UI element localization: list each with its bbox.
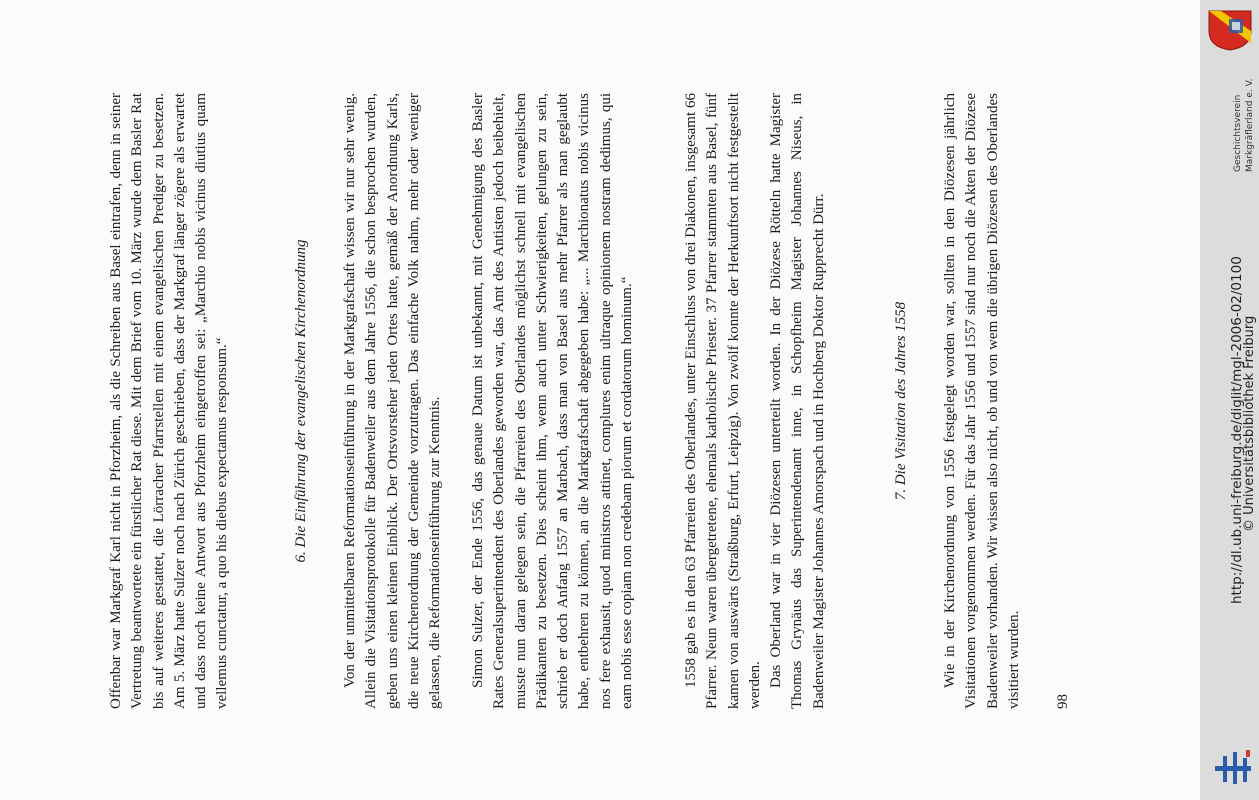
copyright-notice: © Universitätsbibliothek Freiburg [1242,315,1257,532]
paragraph-sulzer: Simon Sulzer, der Ende 1556, das genaue Datum ist unbekannt, mit Genehmigung des Basler Rates Generalsuperintendent des Oberlandes geworden war, das Amt des Antisten jedoch beibehielt, musste nun daran gelegen sein, die Pfarreien des Oberlandes möglichst schnell mit evangelischen Prädikanten zu besetzen. Dies scheint ihm, wenn auch unter Schwierigkeiten, gelungen zu sein, schrieb er doch Anfang 1557 an Marbach, dass man von Basel aus mehr Pfarrer als man geglaubt habe, entbehren zu können, an die Markgrafschaft abgegeben habe: „... Marchionatus nobis vicinus nos fere exhausit, quod ministros attinet, complures enim ultraque opinionem nostram dedimus, qui eam nobis esse copiam non credebam piorum et cordatorum hominum.“ [470,93,636,709]
archive-sidebar [1200,0,1259,800]
society-name-line1: Geschichtsverein [1233,94,1243,172]
paragraph-intro: Offenbar war Markgraf Karl nicht in Pforzheim, als die Schreiben aus Basel eintrafen, denn in seiner Vertretung beantwortete ein fürstlicher Rat diese. Mit dem Brief vom 10. März wurde dem Basler Rat bis auf weiteres gestattet, die Lörracher Pfarrstellen mit einem evangelischen Prediger zu besetzen. Am 5. März hatte Sulzer noch nach Zürich geschrieben, dass der Markgraf länger zögere als erwartet und dass noch keine Antwort aus Pforzheim eingetroffen sei: „Marchio nobis vicinus diutius quam vellemus cunctatur, a quo his diebus expectamus responsum.“ [108,93,231,709]
page-number: 98 [1055,694,1071,709]
paragraph-pfarreien-1558: 1558 gab es in den 63 Pfarreien des Oberlandes, unter Einschluss von drei Diakonen, insgesamt 66 Pfarrer. Neun waren übergetretene, ehemals katholische Priester. 37 Pfarrer stammten aus Basel, fünf kamen von auswärts (Straßburg, Erfurt, Leipzig). Von zwölf konnte der Herkunftsort nicht festgestellt werden. [683,93,763,709]
source-url-link[interactable]: http://dl.ub.uni-freiburg.de/diglit/mgl-2006-02/0100 [1229,256,1245,604]
rotated-sidebar-text [1200,0,1259,800]
paragraph-dioezesen: Das Oberland war in vier Diözesen unterteilt worden. In der Diözese Rötteln hatte Magister Thomas Grynäus das Superintendenamt inne, in Schopfheim Magister Johannes Niseus, in Badenweiler Magister Johannes Amorspach und in Hochberg Doktor Rupprecht Dürr. [768,93,827,709]
society-name-line2: Markgräflerland e. V. [1245,78,1255,172]
society-crest-icon [1207,9,1253,51]
university-library-logo-icon[interactable] [1213,748,1253,788]
paragraph-visitation: Wie in der Kirchenordnung von 1556 festgelegt worden war, sollten in den Diözesen jährlich Visitationen vorgenommen werden. Für das Jahr 1556 und 1557 sind nur noch die Akten der Diözese Badenweiler vorhanden. Wir wissen also nicht, ob und von wem die übrigen Diözesen des Oberlandes visitiert wurden. [942,93,1022,709]
paragraph-reform-intro: Von der unmittelbaren Reformationseinführung in der Markgrafschaft wissen wir nur sehr wenig. Allein die Visitationsprotokolle für Badenweiler aus dem Jahre 1556, die schon besprochen wurden, geben uns einen kleinen Einblick. Der Ortsvorsteher jeden Ortes hatte, gemäß der Anordnung Karls, die neue Kirchenordnung der Gemeinde vorzutragen. Das einfache Volk nahm, mehr oder weniger gelassen, die Reformationseinführung zur Kenntnis. [342,93,444,709]
section-heading-7: 7. Die Visitation des Jahres 1558 [893,301,909,501]
section-heading-6: 6. Die Einführung der evangelischen Kirchenordnung [293,239,309,563]
